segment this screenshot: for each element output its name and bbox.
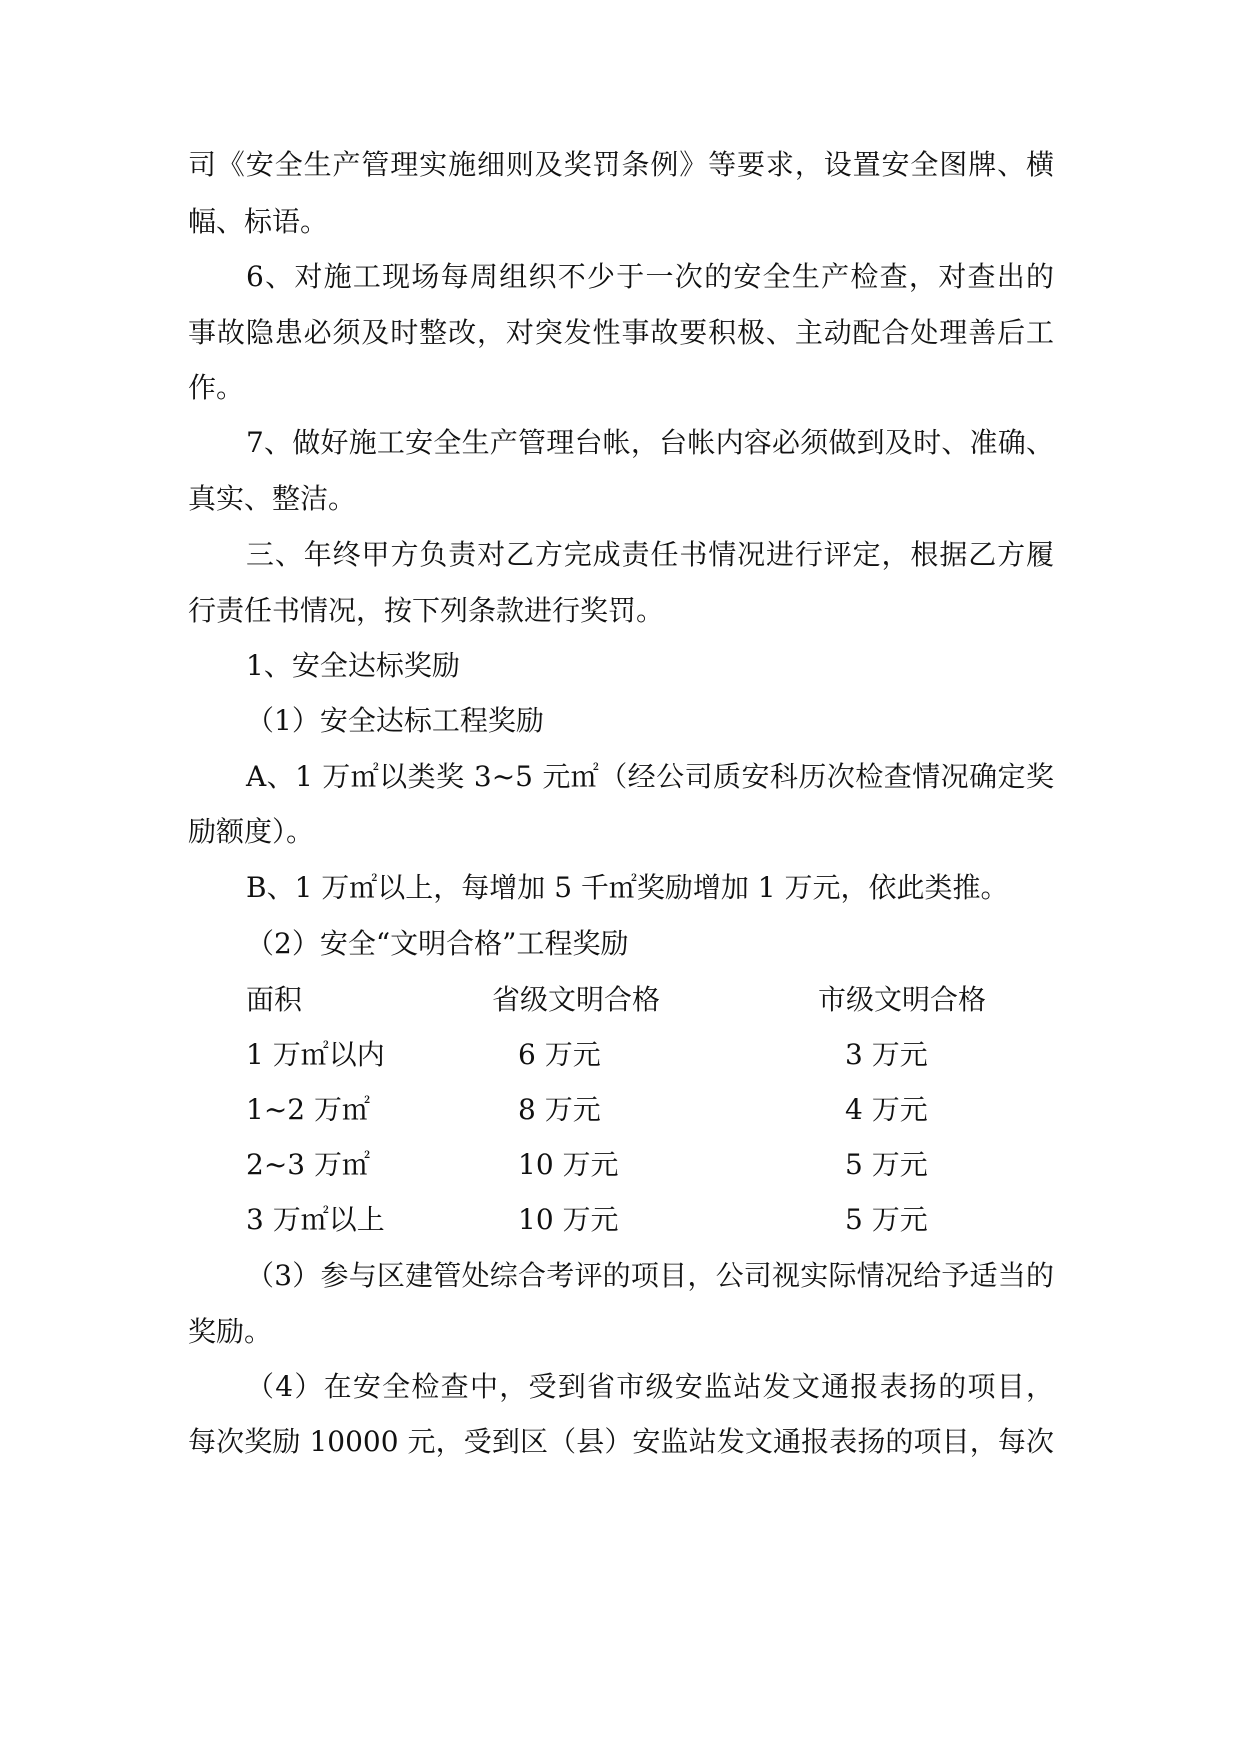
paragraph-line: 幅、标语。: [188, 205, 329, 238]
table-cell-municipal: 5 万元: [845, 1203, 928, 1236]
table-header-area: 面积: [246, 983, 303, 1016]
table-cell-area: 2~3 万㎡: [246, 1148, 370, 1181]
paragraph-line: 司《安全生产管理实施细则及奖罚条例》等要求，设置安全图牌、横: [188, 148, 1054, 181]
paragraph-line: 行责任书情况，按下列条款进行奖罚。: [188, 594, 665, 627]
table-cell-area: 3 万㎡以上: [246, 1203, 385, 1236]
paragraph-line: 7、做好施工安全生产管理台帐，台帐内容必须做到及时、准确、: [246, 426, 1054, 459]
table-cell-municipal: 5 万元: [845, 1148, 928, 1181]
table-cell-area: 1 万㎡以内: [246, 1038, 385, 1071]
paragraph-line: 每次奖励 10000 元，受到区（县）安监站发文通报表扬的项目，每次: [188, 1425, 1054, 1458]
table-cell-municipal: 4 万元: [845, 1093, 928, 1126]
paragraph-line: A、1 万㎡以类奖 3~5 元㎡（经公司质安科历次检查情况确定奖: [246, 760, 1054, 793]
paragraph-line: 事故隐患必须及时整改，对突发性事故要积极、主动配合处理善后工: [188, 316, 1054, 349]
paragraph-line: B、1 万㎡以上，每增加 5 千㎡奖励增加 1 万元，依此类推。: [246, 871, 1009, 904]
table-cell-area: 1~2 万㎡: [246, 1093, 370, 1126]
paragraph-line: 奖励。: [188, 1315, 273, 1348]
paragraph-line: 6、对施工现场每周组织不少于一次的安全生产检查，对查出的: [246, 260, 1054, 293]
table-cell-municipal: 3 万元: [845, 1038, 928, 1071]
table-header-municipal: 市级文明合格: [818, 983, 987, 1016]
table-cell-provincial: 10 万元: [518, 1148, 619, 1181]
subheading: （1）安全达标工程奖励: [246, 704, 544, 737]
table-header-provincial: 省级文明合格: [492, 983, 661, 1016]
table-cell-provincial: 6 万元: [518, 1038, 601, 1071]
paragraph-line: （4）在安全检查中，受到省市级安监站发文通报表扬的项目，: [246, 1370, 1054, 1403]
section-heading: 三、年终甲方负责对乙方完成责任书情况进行评定，根据乙方履: [246, 538, 1054, 571]
paragraph-line: （3）参与区建管处综合考评的项目，公司视实际情况给予适当的: [246, 1259, 1054, 1292]
paragraph-line: 励额度）。: [188, 815, 315, 848]
paragraph-line: 作。: [188, 371, 245, 404]
subheading: （2）安全“文明合格”工程奖励: [246, 927, 629, 960]
table-cell-provincial: 8 万元: [518, 1093, 601, 1126]
subheading: 1、安全达标奖励: [246, 649, 460, 682]
paragraph-line: 真实、整洁。: [188, 482, 357, 515]
table-cell-provincial: 10 万元: [518, 1203, 619, 1236]
